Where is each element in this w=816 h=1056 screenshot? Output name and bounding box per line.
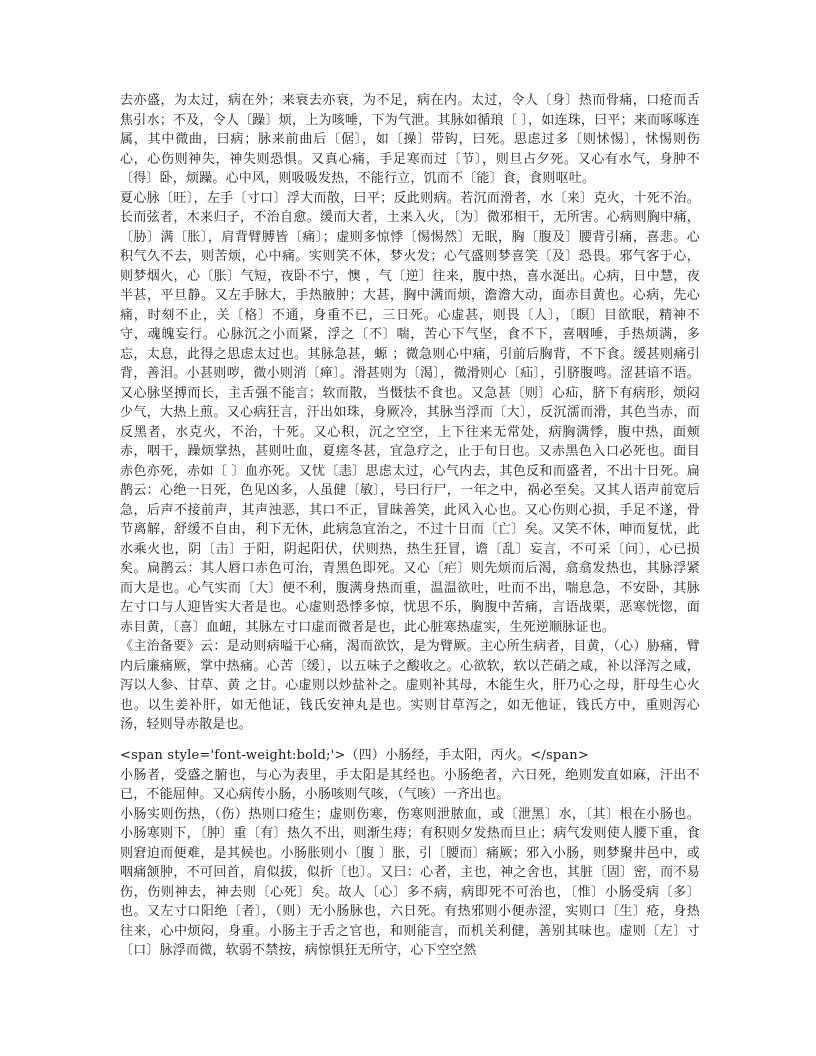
paragraph-small-intestine-intro: 小肠者，受盛之腑也，与心为表里，手太阳是其经也。小肠绝者，六日死，绝则发直如麻，汗出不已，不能屈伸。又心病传小肠，小肠咳则气咳，（气咳）一齐出也。 [120, 767, 700, 802]
paragraph-zhuzhi-beiyao: 《主治备要》云：是动则病嗌干心痛，渴而欲饮，是为臂厥。主心所生病者，目黄，（心）胁痛，臂内后廉痛厥，掌中热痛。心苦〔缓〕，以五味子之酸收之。心欲软，软以芒硝之咸，补以泽泻之咸，泻以人参、甘草、黄 之甘。心虚则以炒盐补之。虚则补其母，木能生火，肝乃心之母，肝母生心火也。以生姜补肝，如无他证，钱氏安神丸是也。实则甘草泻之，如无他证，钱氏方中，重则泻心汤，轻则导赤散是也。 [120, 639, 700, 732]
section-heading: <span style='font-weight:bold;'>（四）小肠经，手太阳，丙火。</span> [120, 748, 589, 763]
paragraph-heart-summer-pulse: 夏心脉〔旺〕，左手〔寸口〕浮大而散，曰平；反此则病。若沉而滑者，水〔来〕克火，十死不治。长而弦者，木来归子，不治自愈。缓而大者，土来入火，〔为〕微邪相干，无所害。心病则胸中痛，〔胁〕满〔胀〕，肩背臂膊皆〔痛〕；虚则多惊悸〔惕惕然〕无眠，胸〔腹及〕腰背引痛，喜悲。心积气久不去，则苦烦，心中痛。实则笑不休，梦火发；心气盛则梦喜笑〔及〕恐畏。邪气客于心，则梦烟火，心〔胀〕气短，夜卧不宁，懊 ，气〔逆〕往来，腹中热，喜水涎出。心病，日中慧，夜半甚，平旦静。又左手脉大，手热腋肿；大甚，胸中满而烦，澹澹大动，面赤目黄也。心病，先心痛，时刻不止，关〔格〕不通，身重不已，三日死。心虚甚，则畏〔人〕，〔瞑〕目欲眠，精神不守，魂魄妄行。心脉沉之小而紧，浮之〔不〕喘，苦心下气坚，食不下，喜咽唾，手热烦满，多忘，太息，此得之思虑太过也。其脉急甚，螈 ；微急则心中痛，引前后胸背，不下食。缓甚则痛引背，善泪。小甚则哕，微小则消〔瘅〕。滑甚则为〔渴〕，微滑则心〔疝〕，引脐腹鸣。涩甚谙不语。又心脉坚搏而长，主舌强不能言；软而散，当慑怯不食也。又急甚〔则〕心疝，脐下有病形，烦闷少气，大热上煎。又心病狂言，汗出如珠，身厥冷，其脉当浮而〔大〕，反沉濡而滑，其色当赤，而反黑者，水克火，不治，十死。又心积，沉之空空，上下往来无常处，病胸满悸，腹中热，面颊赤，咽干，躁烦掌热，甚则吐血，夏瘥冬甚，宜急疗之，止于旬日也。又赤黑色入口必死也。面目赤色亦死，赤如〔 〕血亦死。又忧〔恚〕思虑太过，心气内去，其色反和而盛者，不出十日死。扁鹊云：心绝一日死，色见凶多，人虽健〔敏〕，号曰行尸，一年之中，祸必至矣。又其人语声前宽后急，后声不接前声，其声浊恶，其口不正，冒昧善笑，此风入心也。又心伤则心损，手足不遂，骨节离解，舒缓不自由，利下无休，此病急宜治之，不过十日而〔亡〕矣。又笑不休，呻而复忧，此水乘火也，阴〔击〕于阳，阴起阳伏，伏则热，热生狂冒，谵〔乱〕妄言，不可采〔问〕，心已损矣。扁鹊云：其人唇口赤色可治，青黑色即死。又心〔疟〕则先烦而后渴，翕翕发热也，其脉浮紧而大是也。心气实而〔大〕便不利，腹满身热而重，温温欲吐，吐而不出，喘息急，不安卧，其脉左寸口与人迎皆实大者是也。心虚则恐悸多惊，忧思不乐，胸腹中苦痛，言语战栗，恶寒恍惚，面赤目黄，〔喜〕血衄，其脉左寸口虚而微者是也，此心脏寒热虚实，生死逆顺脉证也。 [120, 190, 700, 635]
small-intestine-section-text [120, 746, 700, 1051]
heart-section-text [120, 91, 700, 732]
paragraph-heart-pulse: 去亦盛，为太过，病在外；来衰去亦衰，为不足，病在内。太过，令人〔身〕热而骨痛，口疮而舌焦引水；不及，令人〔躁〕烦，上为咳唾，下为气泄。其脉如循琅〔 〕，如连珠，曰平；来而啄啄连属，其中微曲，曰病；脉来前曲后〔倨〕，如〔操〕带钩，曰死。思虑过多〔则怵惕〕，怵惕则伤心，心伤则神失，神失则恐惧。又真心痛，手足寒而过〔节〕，则旦占夕死。又心有水气，身肿不〔得〕卧，烦躁。心中风，则吸吸发热，不能行立，饥而不〔能〕食，食则呕吐。 [120, 93, 700, 186]
paragraph-small-intestine-pathology: 小肠实则伤热，（伤）热则口疮生；虚则伤寒，伤寒则泄脓血，或〔泄黑〕水，〔其〕根在小肠也。小肠寒则下，〔肿〕重〔有〕热久不出，则渐生痔；有积则夕发热而旦止；病气发则使人腰下重，食则窘迫而便难，是其候也。小肠胀则小〔腹 〕胀，引〔腰而〕痛厥；邪入小肠，则梦聚井邑中，或咽痛颔肿，不可回首，肩似拔，似折〔也〕。又曰：心者，主也，神之舍也，其脏〔固〕密，而不易伤，伤则神去，神去则〔心死〕矣。故人〔心〕多不病，病即死不可治也，〔惟〕小肠受病〔多〕也。又左寸口阳绝〔者〕，（则）无小肠脉也，六日死。有热邪则小便赤涩，实则口〔生〕疮，身热往来，心中烦闷，身重。小肠主于舌之官也，和则能言，而机关利健，善别其味也。虚则〔左〕寸〔口〕脉浮而微，软弱不禁按，病惊惧狂无所守，心下空空然 [120, 806, 700, 958]
